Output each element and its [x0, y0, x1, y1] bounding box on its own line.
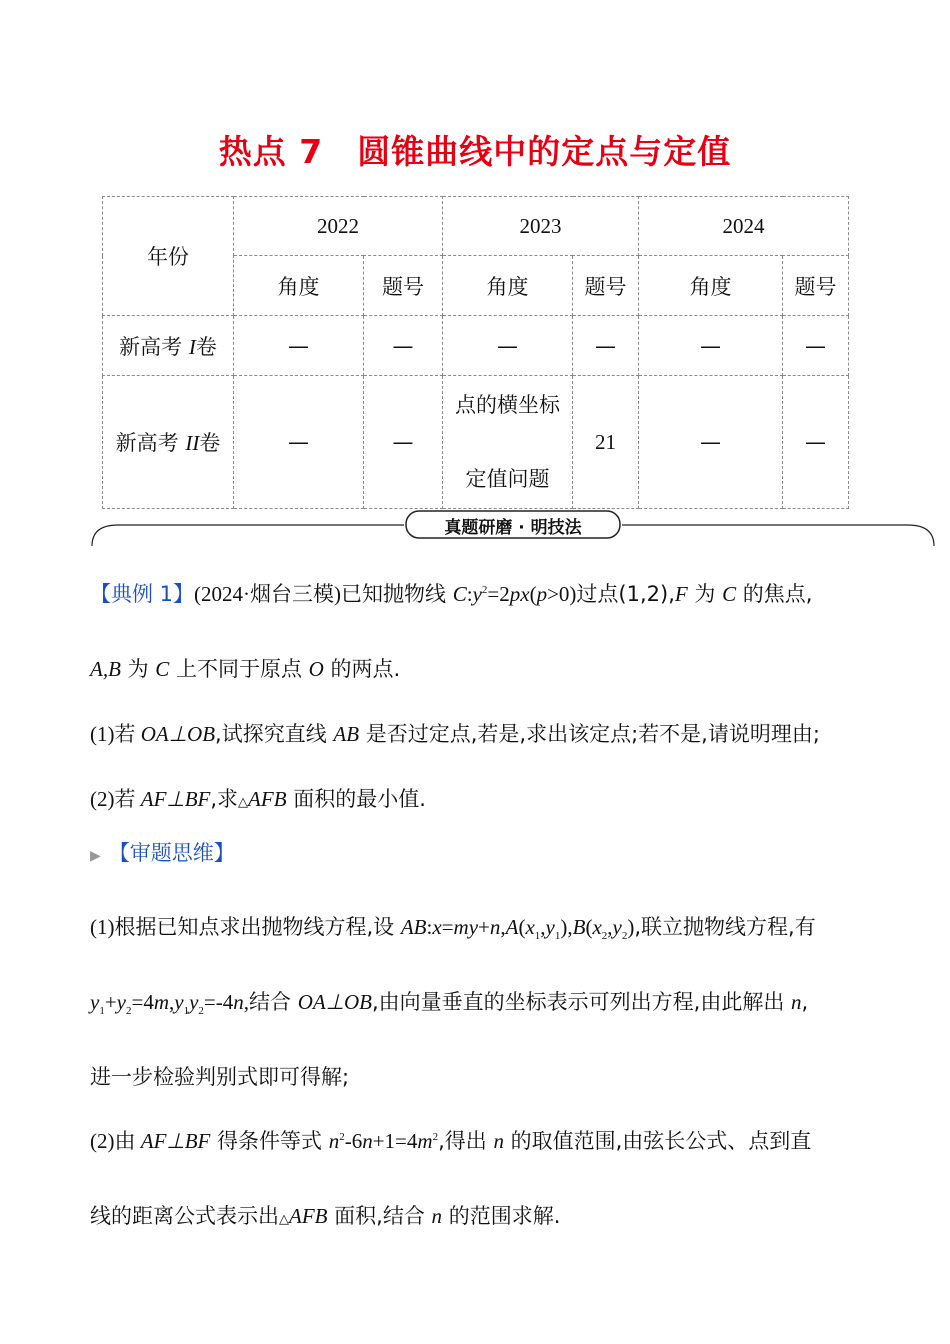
- thinking-line-5: 线的距离公式表示出△AFB 面积,结合 n 的范围求解.: [90, 1204, 561, 1228]
- table-cell: —: [783, 376, 849, 509]
- angle-line-2: 定值问题: [465, 467, 550, 491]
- table-cell: —: [234, 316, 364, 376]
- thinking-line-1: (1)根据已知点求出抛物线方程,设 $AB:x=my+n,A(x_1,y_1),B(x_2,y_2)$,联立抛物线方程,有: [90, 915, 816, 943]
- thinking-line-4: (2)由 AF⊥BF 得条件等式 $n^2-6n+1=4m^2$,得出 n 的取值范围,由弦长公式、点到直: [90, 1129, 812, 1153]
- header-angle: 角度: [234, 256, 364, 316]
- triangle-bullet-icon: ▶: [90, 848, 101, 864]
- row-label: 新高考 II卷: [103, 376, 234, 509]
- example-tag: 【典例 1】: [90, 582, 195, 606]
- year-2024: 2024: [639, 197, 849, 256]
- year-2022: 2022: [234, 197, 443, 256]
- banner-label: 真题研磨 · 明技法: [444, 518, 582, 538]
- year-2023: 2023: [443, 197, 639, 256]
- table-row: [103, 376, 849, 509]
- table-cell: —: [639, 316, 783, 376]
- page-title: 热点 7 圆锥曲线中的定点与定值: [218, 132, 732, 171]
- header-number: 题号: [783, 256, 849, 316]
- question-2: (2)若 AF⊥BF,求△AFB 面积的最小值.: [90, 787, 426, 811]
- row-label: 新高考 I卷: [103, 316, 234, 376]
- angle-line-1: 点的横坐标: [455, 393, 560, 417]
- table-cell: —: [639, 376, 783, 509]
- table-cell: —: [783, 316, 849, 376]
- header-year: 年份: [103, 197, 234, 316]
- header-number: 题号: [364, 256, 443, 316]
- example-line-2: A,B 为 C 上不同于原点 O 的两点.: [90, 657, 401, 681]
- thinking-heading: ▶ 【审题思维】: [90, 841, 235, 865]
- table-cell: —: [443, 316, 573, 376]
- table-cell: —: [573, 316, 639, 376]
- table-cell: [443, 376, 573, 509]
- exam-table: [102, 196, 849, 509]
- header-angle: 角度: [443, 256, 573, 316]
- section-banner: [90, 508, 936, 548]
- table-cell: —: [364, 376, 443, 509]
- table-row: [103, 316, 849, 376]
- header-number: 题号: [573, 256, 639, 316]
- table-cell: 21: [573, 376, 639, 509]
- header-angle: 角度: [639, 256, 783, 316]
- table-cell: —: [364, 316, 443, 376]
- table-cell: —: [234, 376, 364, 509]
- thinking-line-3: 进一步检验判别式即可得解;: [90, 1065, 350, 1089]
- question-1: (1)若 OA⊥OB,试探究直线 AB 是否过定点,若是,求出该定点;若不是,请说明理由;: [90, 722, 820, 746]
- thinking-line-2: $y_1+y_2=4m,y_1y_2=-4n$,结合 OA⊥OB,由向量垂直的坐标表示可列出方程,由此解出 n,: [90, 990, 809, 1018]
- example-line-1: 【典例 1】(2024·烟台三模)已知抛物线 $C:y^2=2px(p>0)$过点(1,2),F 为 C 的焦点,: [90, 582, 813, 606]
